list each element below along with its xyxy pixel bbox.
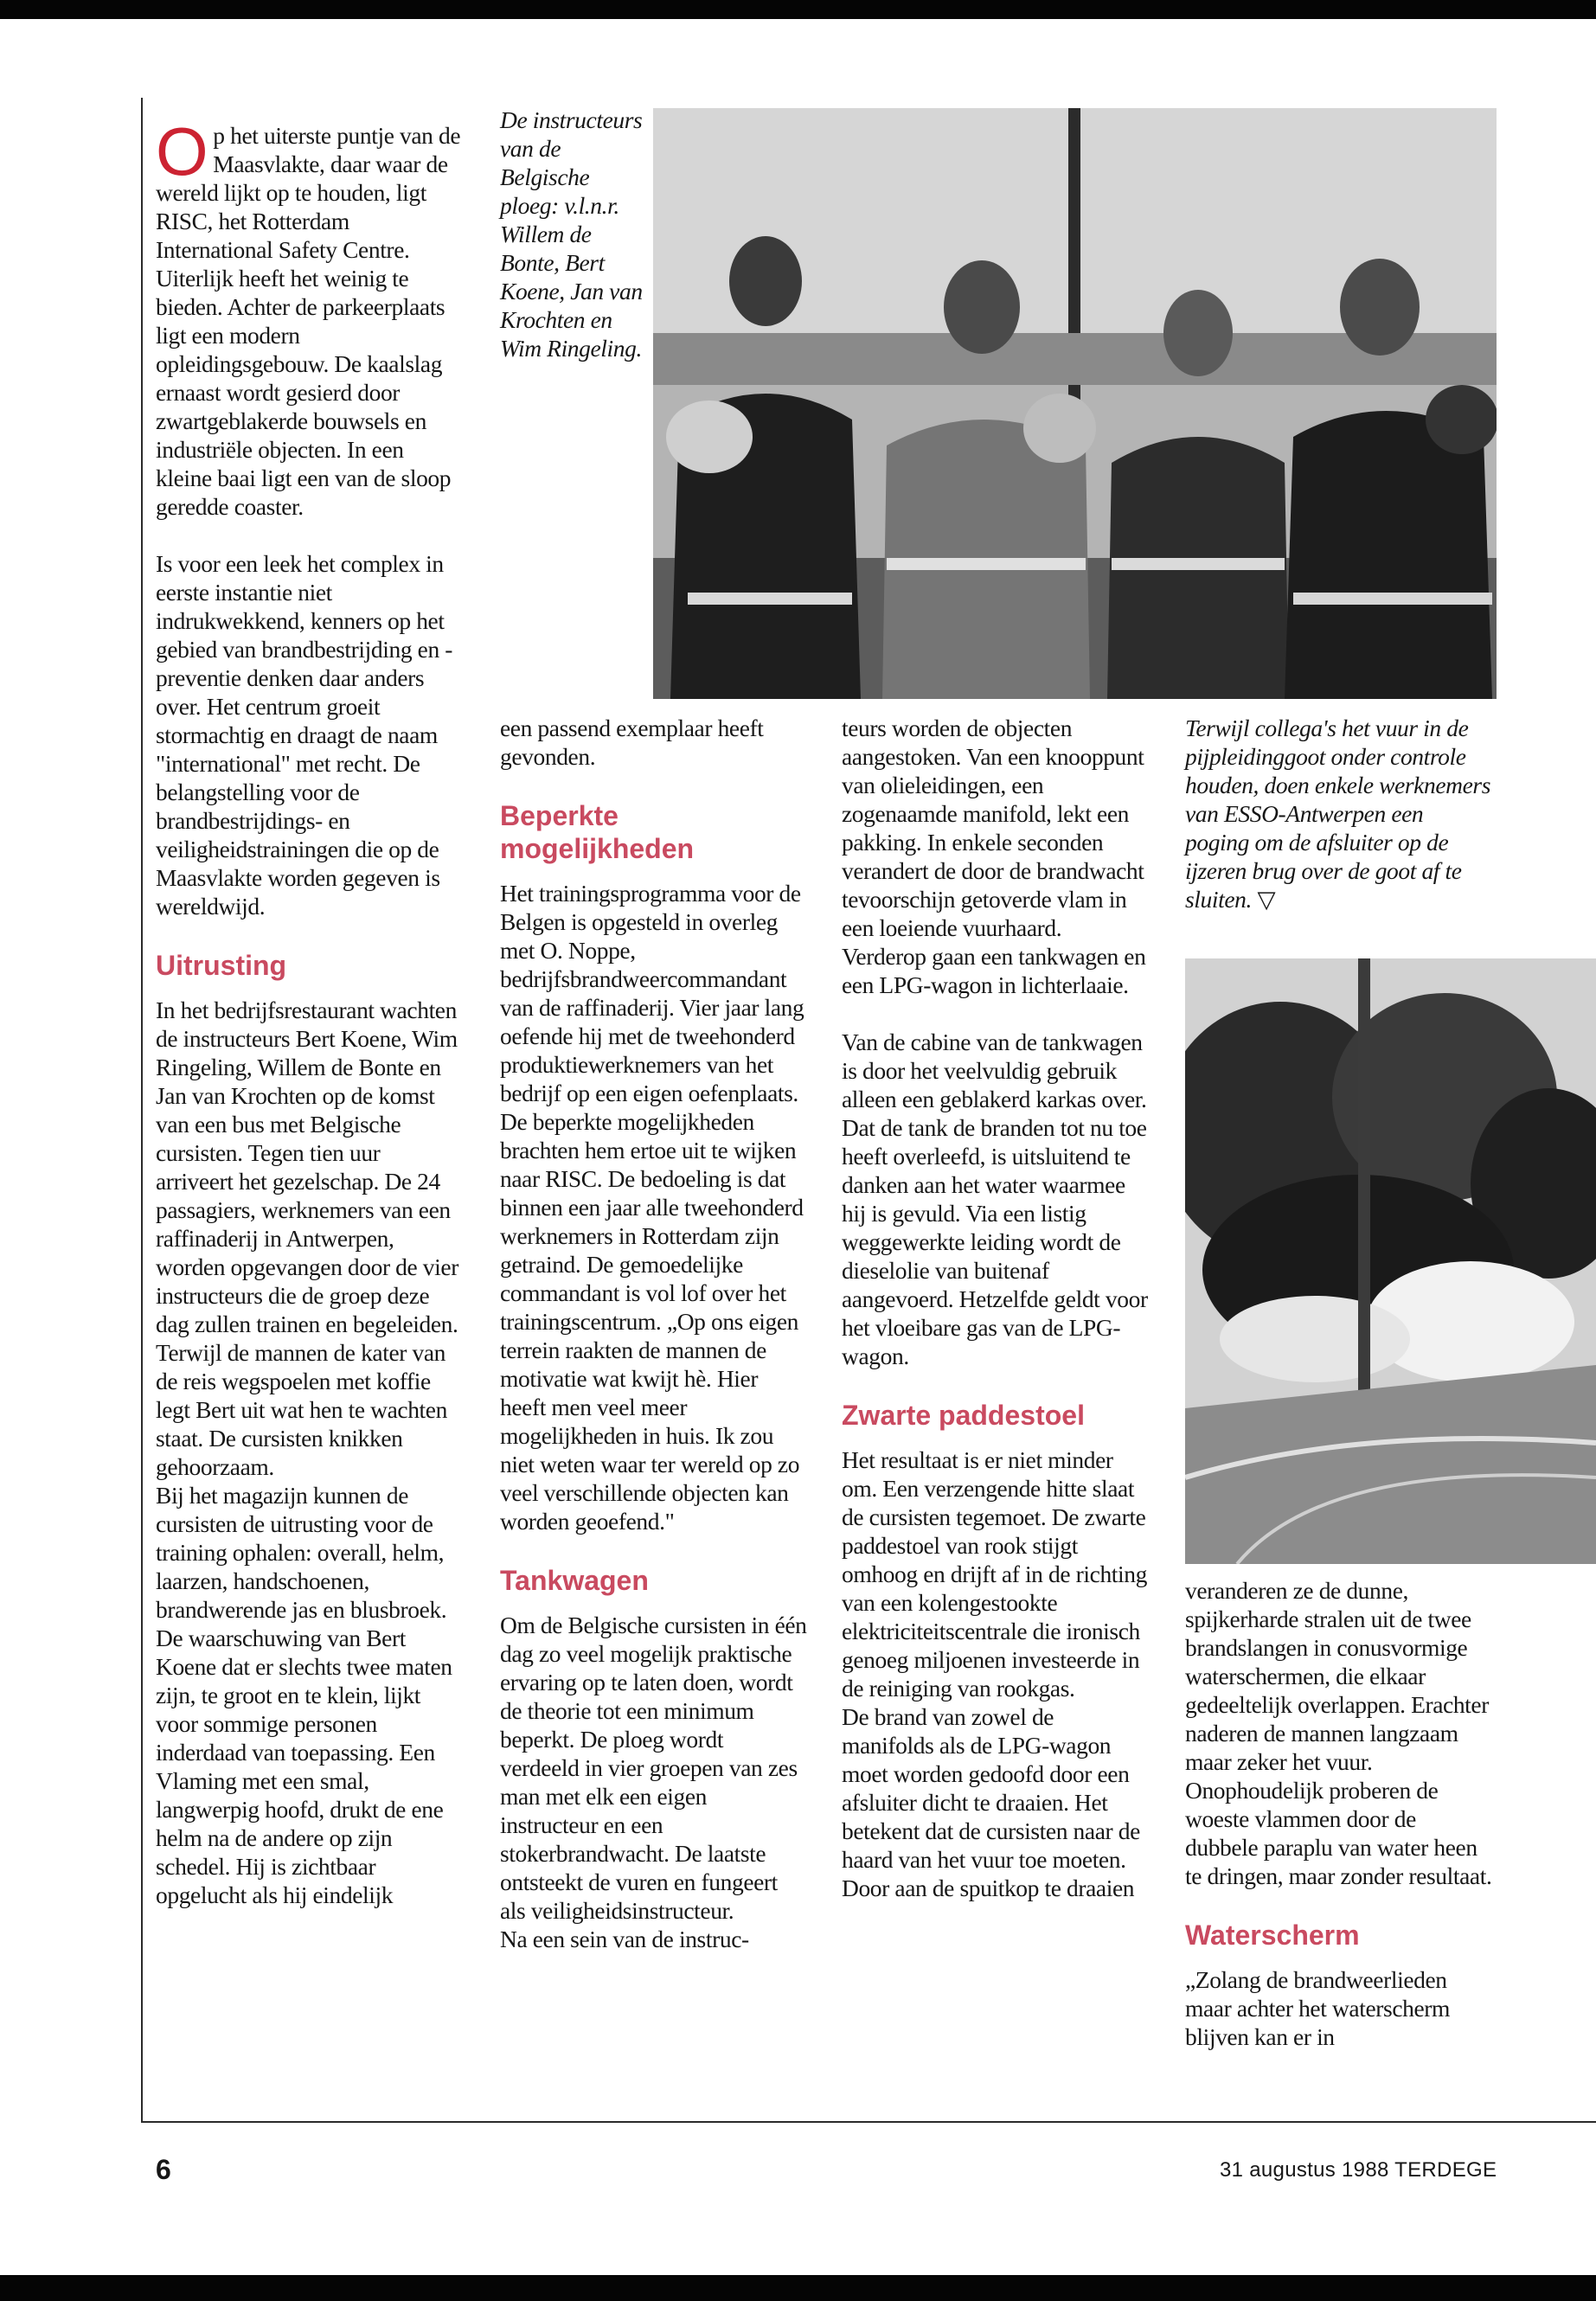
photo-caption-fire: Terwijl collega's het vuur in de pijpleidinggoot onder controle houden, doen enkele werknemers van ESSO-Antwerpen een poging om de afsluiter op de ijzeren brug over de goot af te sluiten. ▽ bbox=[1185, 715, 1491, 913]
paragraph: De brand van zowel de manifolds als de LPG-wagon moet worden gedoofd door een afsluiter dicht te draaien. Het betekent dat de cursisten naar de haard van het vuur toe moeten. Door aan de spuitkop te draaien bbox=[842, 1703, 1140, 1901]
column-3 bbox=[842, 714, 1149, 1902]
paragraph: Is voor een leek het complex in eerste instantie niet indrukwekkend, kenners op het gebied van brandbestrijding en -preventie denken daar anders over. Het centrum groeit stormachtig en draagt de naam "international" met recht. De belangstelling voor de brandbestrijdings- en veiligheidstrainingen die op de Maasvlakte worden gegeven is wereldwijd. bbox=[156, 550, 453, 920]
section-heading-zwarte-paddestoel: Zwarte paddestoel bbox=[842, 1400, 1085, 1431]
paragraph: Bij het magazijn kunnen de cursisten de uitrusting voor de training ophalen: overall, helm, laarzen, handschoenen, brandwerende jas en blusbroek. De waarschuwing van Bert Koene dat er slechts twee maten zijn, te groot en te klein, lijkt voor sommige personen inderdaad van toepassing. Een Vlaming met een smal, langwerpig hoofd, drukt de ene helm na de andere op zijn schedel. Hij is zichtbaar opgelucht als hij eindelijk bbox=[156, 1482, 452, 1908]
top-border bbox=[0, 0, 1596, 19]
paragraph: teurs worden de objecten aangestoken. Van een knooppunt van olieleidingen, een zogenaamde manifold, lekt een pakking. In enkele seconden verandert de door de brandwacht tevoorschijn getoverde vlam in een loeiende vuurhaard. Verderop gaan een tankwagen en een LPG-wagon in lichterlaaie. bbox=[842, 715, 1146, 998]
paragraph: Na een sein van de instruc- bbox=[500, 1926, 749, 1952]
column-4 bbox=[1185, 1576, 1492, 2051]
bottom-border bbox=[0, 2275, 1596, 2301]
section-heading-uitrusting: Uitrusting bbox=[156, 950, 287, 981]
end-mark-icon: ▽ bbox=[1257, 886, 1276, 913]
column-2 bbox=[500, 714, 807, 1953]
footer-date-publication: 31 augustus 1988 TERDEGE bbox=[1220, 2158, 1497, 2182]
paragraph: Om de Belgische cursisten in één dag zo veel mogelijk praktische ervaring op te laten doen, wordt de theorie tot een minimum beperkt. De ploeg wordt verdeeld in vier groepen van zes man met elk een eigen instructeur en een stokerbrandwacht. De laatste ontsteekt de vuren en fungeert als veiligheidsinstructeur. bbox=[500, 1612, 807, 1924]
paragraph: „Zolang de brandweerlieden maar achter het waterscherm blijven kan er in bbox=[1185, 1966, 1451, 2050]
paragraph: Het trainingsprogramma voor de Belgen is opgesteld in overleg met O. Noppe, bedrijfsbrandweercommandant van de raffinaderij. Vier jaar lang oefende hij met de tweehonderd produktiewerknemers van het bedrijf op een eigen oefenplaats. De beperkte mogelijkheden brachten hem ertoe uit te wijken naar RISC. De bedoeling is dat binnen een jaar alle tweehonderd werknemers in Rotterdam zijn getraind. De gemoedelijke commandant is vol lof over het trainingscentrum. „Op ons eigen terrein raakten de mannen de motivatie wat kwijt hè. Hier heeft men veel meer mogelijkheden in huis. Ik zou niet weten waar ter wereld op zo veel verschillende objecten kan worden geoefend." bbox=[500, 880, 804, 1535]
section-heading-tankwagen: Tankwagen bbox=[500, 1565, 649, 1596]
paragraph: veranderen ze de dunne, spijkerharde stralen uit de twee brandslangen in conusvormige waterschermen, die elkaar gedeeltelijk overlappen. Erachter naderen de mannen langzaam maar zeker het vuur. Onophoudelijk proberen de woeste vlammen door de dubbele paraplu van water heen te dringen, maar zonder resultaat. bbox=[1185, 1577, 1492, 1889]
frame-rule-bottom bbox=[141, 2121, 1596, 2123]
intro-paragraph: Op het uiterste puntje van de Maasvlakte, daar waar de wereld lijkt op te houden, ligt RISC, het Rotterdam International Safety Centre. Uiterlijk heeft het weinig te bieden. Achter de parkeerplaats ligt een modern opleidingsgebouw. De kaalslag ernaast wordt gesierd door zwartgeblakerde bouwsels en industriële objecten. In een kleine baai ligt een van de sloop geredde coaster. bbox=[156, 113, 461, 520]
fire-photo bbox=[1185, 958, 1596, 1564]
paragraph: In het bedrijfsrestaurant wachten de instructeurs Bert Koene, Wim Ringeling, Willem de Bonte en Jan van Krochten op de komst van een bus met Belgische cursisten. Tegen tien uur arriveert het gezelschap. De 24 passagiers, werknemers van een raffinaderij in Antwerpen, worden opgevangen door de vier instructeurs die de groep deze dag zullen trainen en begeleiden. Terwijl de mannen de kater van de reis wegspoelen met koffie legt Bert uit wat hen te wachten staat. De cursisten knikken gehoorzaam. bbox=[156, 997, 458, 1480]
paragraph: een passend exemplaar heeft gevonden. bbox=[500, 715, 764, 770]
column-1 bbox=[156, 113, 463, 1909]
paragraph: Het resultaat is er niet minder om. Een verzengende hitte slaat de cursisten tegemoet. De zwarte paddestoel van rook stijgt omhoog en drijft af in de richting van een kolengestookte elektriciteitscentrale die ironisch genoeg miljoenen investeerde in de reiniging van rookgas. bbox=[842, 1446, 1147, 1702]
section-heading-beperkte-mogelijkheden: Beperkte mogelijkheden bbox=[500, 800, 695, 864]
photo-caption-instructors: De instructeurs van de Belgische ploeg: v.l.n.r. Willem de Bonte, Bert Koene, Jan van Krochten en Wim Ringeling. bbox=[500, 106, 643, 362]
paragraph: Van de cabine van de tankwagen is door het veelvuldig gebruik alleen een geblakerd karkas over. Dat de tank de branden tot nu toe heeft overleefd, is uitsluitend te danken aan het water waarmee hij is gevuld. Via een listig weggewerkte leiding wordt de dieselolie van buitenaf aangevoerd. Hetzelfde geldt voor het vloeibare gas van de LPG-wagon. bbox=[842, 1029, 1148, 1369]
page-number: 6 bbox=[156, 2154, 171, 2185]
firefighters-photo bbox=[653, 108, 1497, 699]
section-heading-waterscherm: Waterscherm bbox=[1185, 1920, 1360, 1951]
frame-rule-left bbox=[141, 98, 143, 2122]
drop-cap: O bbox=[156, 113, 208, 189]
